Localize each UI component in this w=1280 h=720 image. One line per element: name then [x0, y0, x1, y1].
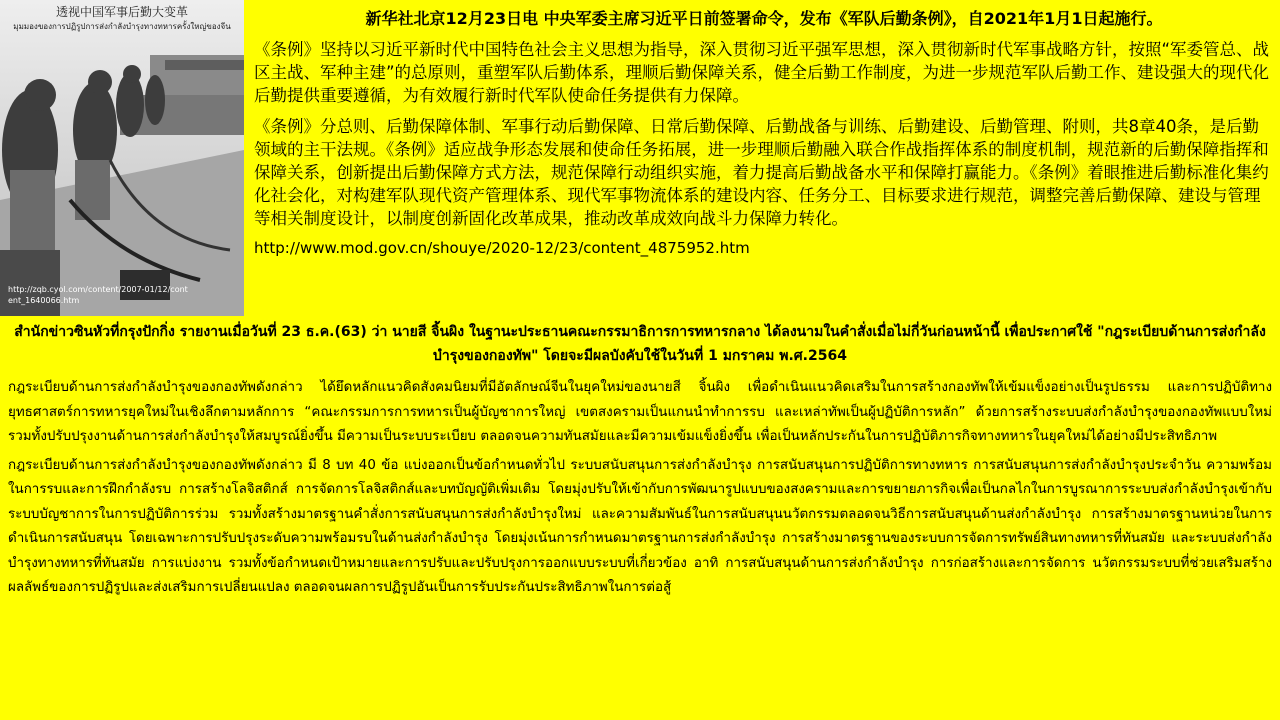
- news-photo: [0, 0, 244, 316]
- thai-paragraph-2: กฎระเบียบด้านการส่งกำลังบำรุงของกองทัพดังกล่าว มี 8 บท 40 ข้อ แบ่งออกเป็นข้อกำหนดทั่วไป ระบบสนับสนุนการส่งกำลังบำรุง การสนับสนุนการปฏิบัติการทางทหาร การสนับสนุนการส่งกำลังบำรุงประจำวัน ความพร้อมในการรบและการฝึกกำลังรบ การสร้างโลจิสติกส์ การจัดการโลจิสติกส์และบทบัญญัติเพิ่มเติม โดยมุ่งปรับให้เข้ากับการพัฒนารูปแบบของสงครามและการขยายภารกิจเพื่อเป็นกลไกในการบูรณาการระบบส่งกำลังบำรุงเข้ากับระบบบัญชาการในการปฏิบัติการร่วม รวมทั้งสร้างมาตรฐานคำสั่งการสนับสนุนการส่งกำลังบำรุงใหม่ และความสัมพันธ์ในการสนับสนุนนวัตกรรมตลอดจนวิธีการสนับสนุนด้านส่งกำลังบำรุง การสร้างมาตรฐานหน่วยในการดำเนินการสนับสนุน โดยเฉพาะการปรับปรุงระดับความพร้อมรบในด้านส่งกำลังบำรุง โดยมุ่งเน้นการกำหนดมาตรฐานการส่งกำลังบำรุง การสร้างมาตรฐานของระบบการจัดการทรัพย์สินทางทหารที่ทันสมัย และระบบส่งกำลังบำรุงทางทหารที่ทันสมัย การแบ่งงาน รวมทั้งข้อกำหนดเป้าหมายและการปรับและปรับปรุงการออกแบบระบบที่เกี่ยวข้อง อาทิ การสนับสนุนด้านการส่งกำลังบำรุง การก่อสร้างและการจัดการ นวัตกรรมระบบที่ช่วยเสริมสร้างผลลัพธ์ของการปฏิรูปและส่งเสริมการเปลี่ยนแปลง ตลอดจนผลการปฏิรูปอันเป็นการรับประกันประสิทธิภาพในการต่อสู้: [8, 457, 1272, 595]
- photo-caption-chinese: 透视中国军事后勤大变革: [55, 5, 188, 19]
- chinese-paragraph-2: 《条例》分总则、后勤保障体制、军事行动后勤保障、日常后勤保障、后勤战备与训练、后勤建设、后勤管理、附则，共8章40条，是后勤领域的主干法规。《条例》适应战争形态发展和使命任务拓展，进一步理顺后勤融入联合作战指挥体系的制度机制，规范新的后勤保障指挥和保障关系，创新提出后勤保障方式方法，规范保障行动组织实施，着力提高后勤战备水平和保障打赢能力。《条例》着眼推进后勤标准化集约化社会化，对构建军队现代资产管理体系、现代军事物流体系的建设内容、任务分工、目标要求进行规范，调整完善后勤保障、建设与管理等相关制度设计，以制度创新固化改革成果，推动改革成效向战斗力保障力转化。: [254, 117, 1269, 228]
- source-url[interactable]: http://www.mod.gov.cn/shouye/2020-12/23/content_4875952.htm: [254, 239, 750, 257]
- chinese-headline: 新华社北京12月23日电 中央军委主席习近平日前签署命令，发布《军队后勤条例》，自2021年1月1日起施行。: [365, 9, 1163, 28]
- chinese-paragraph-1: 《条例》坚持以习近平新时代中国特色社会主义思想为指导，深入贯彻习近平强军思想，深入贯彻新时代军事战略方针，按照“军委管总、战区主战、军种主建”的总原则，重塑军队后勤体系，理顺后勤保障关系，健全后勤工作制度，为进一步规范军队后勤工作、建设强大的现代化后勤提供重要遵循，为有效履行新时代军队使命任务提供有力保障。: [254, 40, 1270, 105]
- photo-caption-thai: มุมมองของการปฏิรูปการส่งกำลังบำรุงทางทหารครั้งใหญ่ของจีน: [13, 22, 231, 31]
- thai-article: [8, 320, 1272, 605]
- chinese-article: [254, 8, 1274, 258]
- photo-illustration: [0, 0, 244, 316]
- thai-headline: สำนักข่าวซินหัวที่กรุงปักกิ่ง รายงานเมื่อวันที่ 23 ธ.ค.(63) ว่า นายสี จิ้นผิง ในฐานะประธานคณะกรรมาธิการการทหารกลาง ได้ลงนามในคำสั่งเมื่อไม่กี่วันก่อนหน้านี้ เพื่อประกาศใช้ "กฎระเบียบด้านการส่งกำลังบำรุงของกองทัพ" โดยจะมีผลบังคับใช้ในวันที่ 1 มกราคม พ.ศ.2564: [14, 324, 1266, 364]
- photo-source-url: http://zqb.cyol.com/content/2007-01/12/content_1640066.htm: [8, 285, 188, 305]
- thai-paragraph-1: กฎระเบียบด้านการส่งกำลังบำรุงของกองทัพดังกล่าว ได้ยึดหลักแนวคิดสังคมนิยมที่มีอัตลักษณ์จีนในยุคใหม่ของนายสี จิ้นผิง เพื่อดำเนินแนวคิดเสริมในการสร้างกองทัพให้เข้มแข็งอย่างเป็นรูปธรรม และการปฏิบัติทางยุทธศาสตร์การทหารยุคใหม่ในเชิงลึกตามหลักการ “คณะกรรมการการทหารเป็นผู้บัญชาการใหญ่ เขตสงครามเป็นแกนนำทำการรบ และเหล่าทัพเป็นผู้ปฏิบัติการหลัก” ด้วยการสร้างระบบส่งกำลังบำรุงของกองทัพแบบใหม่ รวมทั้งปรับปรุงงานด้านการส่งกำลังบำรุงให้สมบูรณ์ยิ่งขึ้น มีความเป็นระบบระเบียบ ตลอดจนความทันสมัยและมีความเข้มแข็งยิ่งขึ้น เพื่อเป็นหลักประกันในการปฏิบัติภารกิจทางทหารในยุคใหม่ได้อย่างมีประสิทธิภาพ: [8, 380, 1272, 444]
